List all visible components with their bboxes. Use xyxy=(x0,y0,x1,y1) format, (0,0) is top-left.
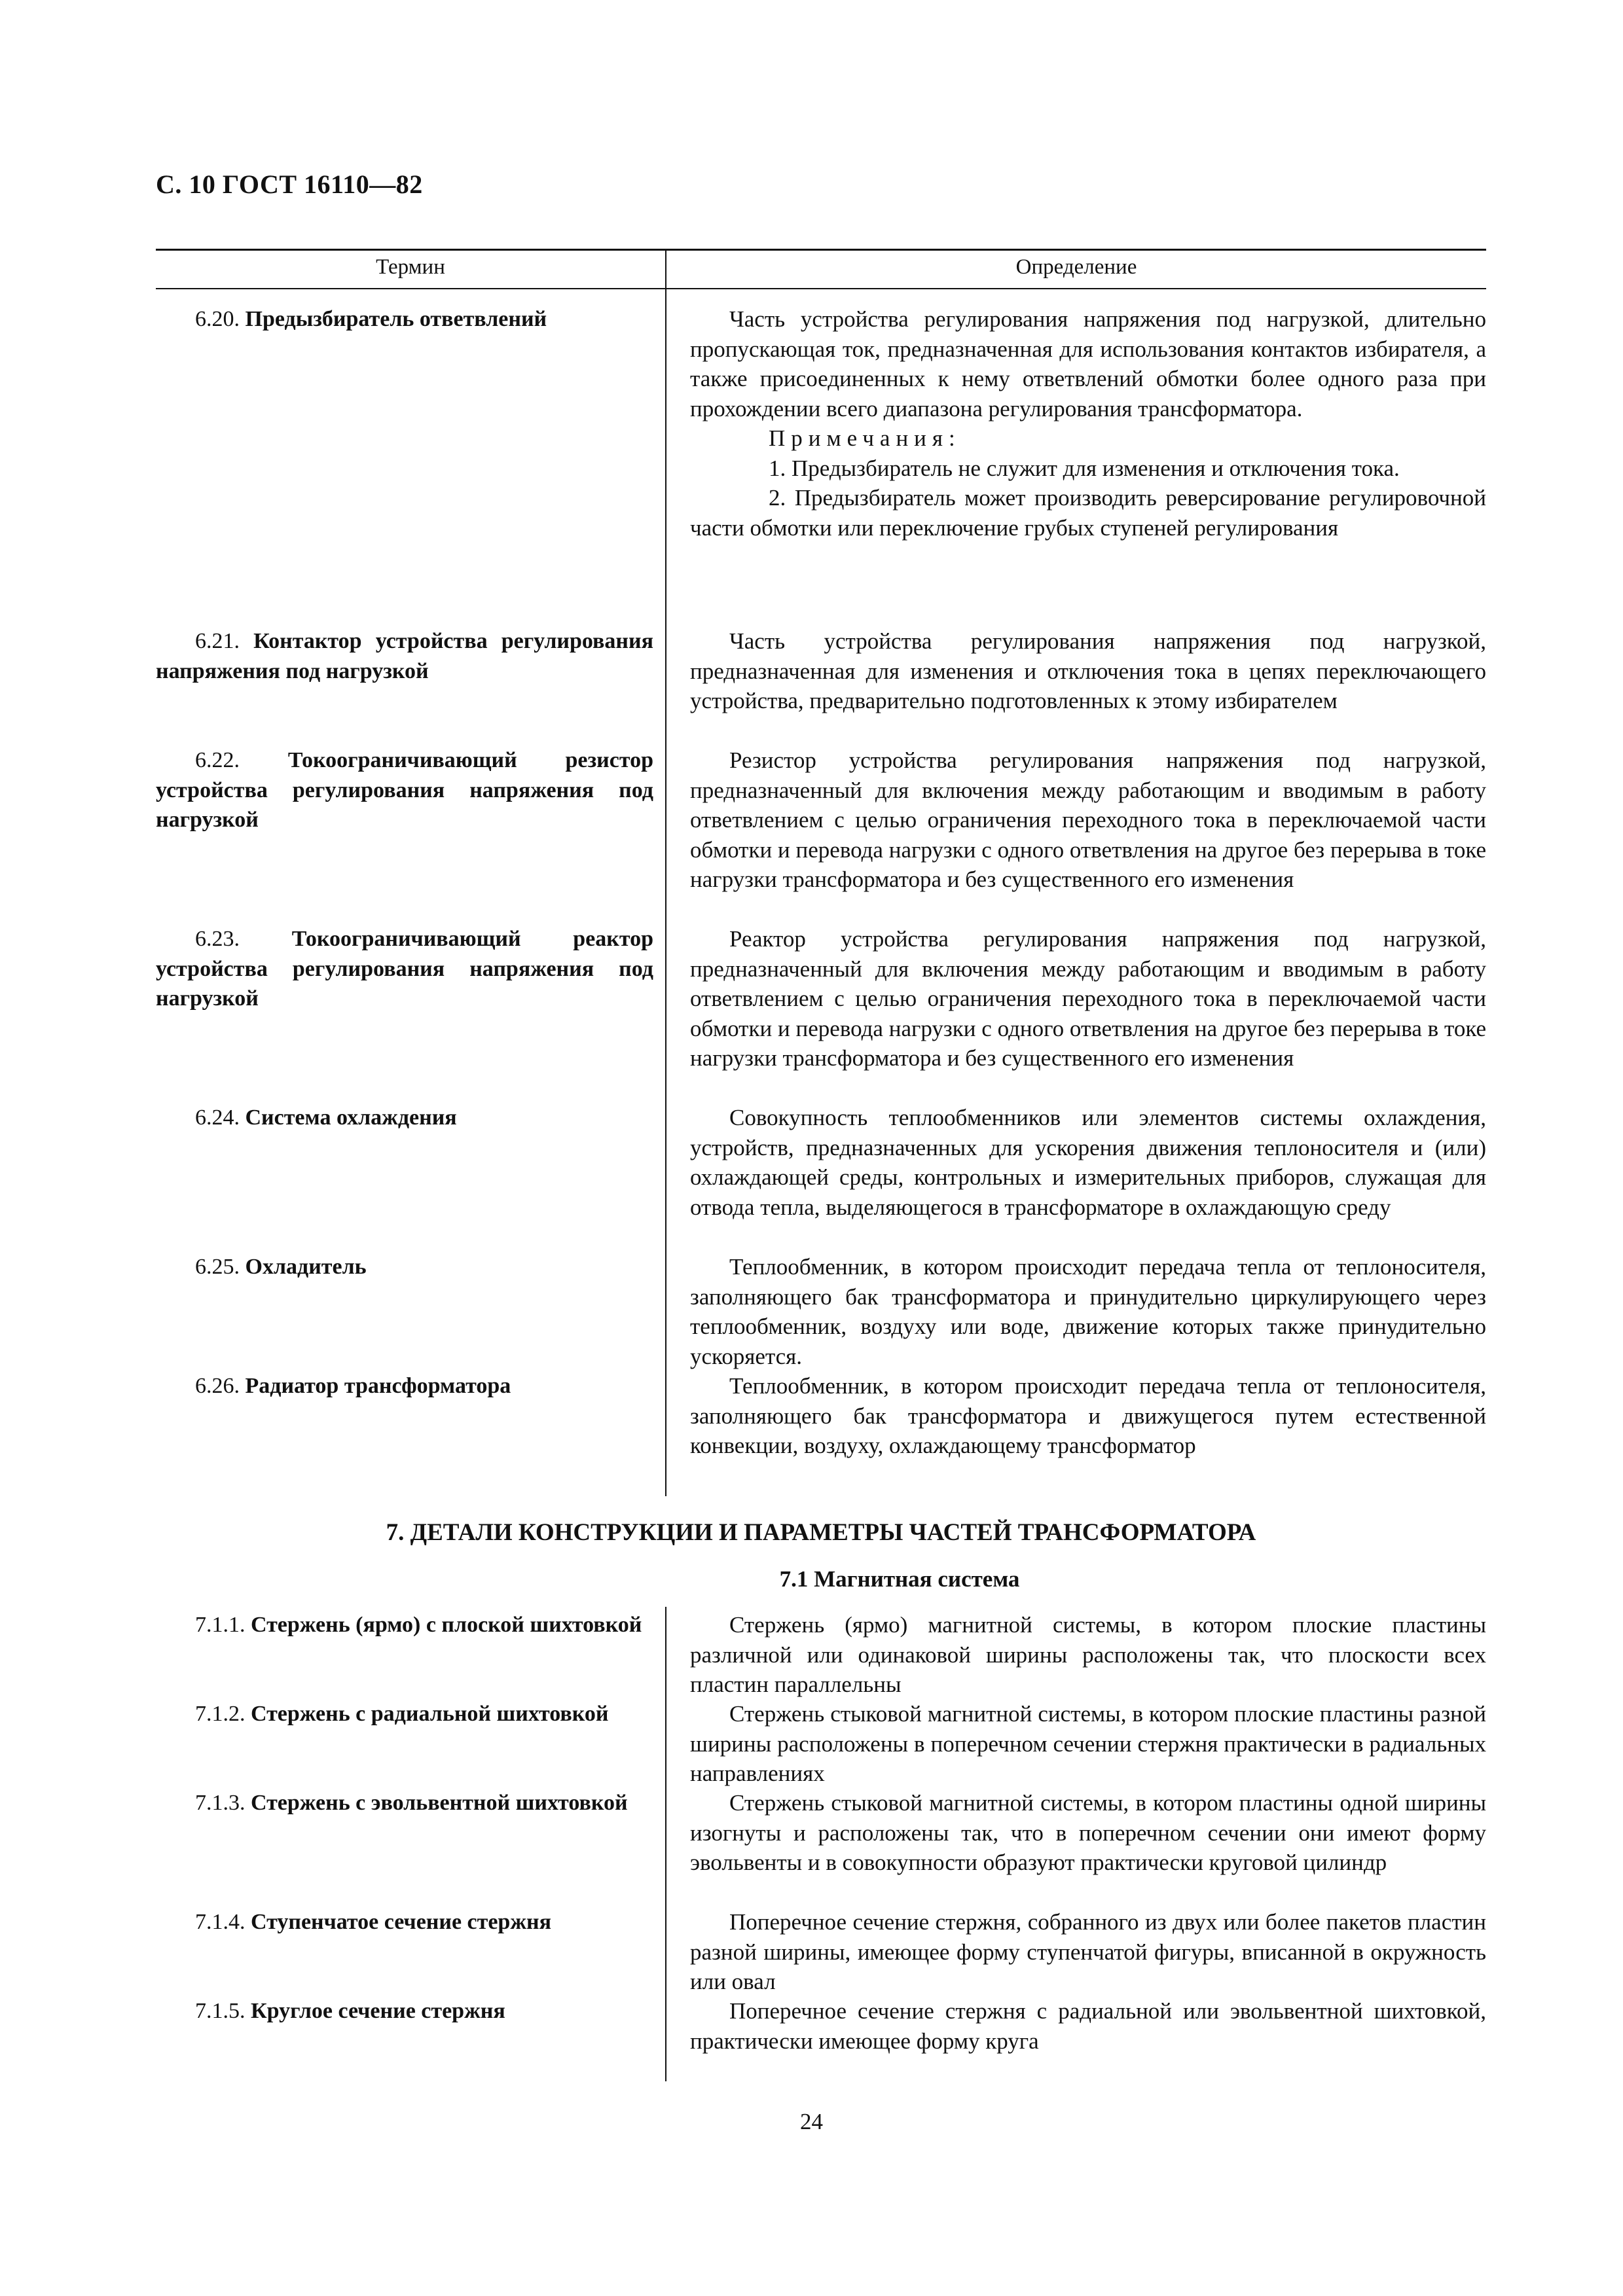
table-header-rule xyxy=(156,288,1486,289)
term-cell xyxy=(156,1907,653,1996)
term-name: Предызбиратель ответвлений xyxy=(245,307,547,331)
term-number: 7.1.2. xyxy=(195,1702,246,1726)
definition-text: Совокупность теплообменников или элементов системы охлаждения, устройств, предназначенных для ускорения движения теплоносителя и (или) охлаждающей среды, контрольных и измерительных приборов, служащая для отвода тепла, выделяющегося в трансформаторе в охлаждающую среду xyxy=(690,1105,1486,1220)
definition-text: Стержень (ярмо) магнитной системы, в котором плоские пластины различной или одинаковой ширины расположены так, что плоскости всех пластин параллельны xyxy=(690,1612,1486,1697)
term-cell xyxy=(156,304,653,626)
definition-cell xyxy=(690,1252,1486,1371)
definition-text: Поперечное сечение стержня с радиальной или эвольвентной шихтовкой, практически имеющее форму круга xyxy=(690,1998,1486,2054)
term-cell xyxy=(156,1103,653,1252)
term-name: Система охлаждения xyxy=(245,1105,457,1130)
subsection-title: 7.1 Магнитная система xyxy=(779,1566,1020,1592)
term-number: 7.1.4. xyxy=(195,1910,246,1934)
term-number: 7.1.3. xyxy=(195,1791,246,1815)
term-cell xyxy=(156,745,653,924)
term-name: Контактор устройства регулирования напряжения под нагрузкой xyxy=(156,629,653,683)
term-name: Токоограничивающий резистор устройства регулирования напряжения под нагрузкой xyxy=(156,748,653,832)
definition-cell xyxy=(690,924,1486,1073)
table-row xyxy=(156,924,1486,1103)
page-number: 24 xyxy=(800,2109,823,2134)
note-item: 1. Предызбиратель не служит для изменения и отключения тока. xyxy=(769,455,1400,481)
term-name: Ступенчатое сечение стержня xyxy=(251,1910,551,1934)
table-row xyxy=(156,626,1486,745)
definition-text: Часть устройства регулирования напряжения под нагрузкой, длительно пропускающая ток, предназначенная для использования контактов избирателя, а также присоединенных к нему ответвлений обмотки более одного раза при прохождении всего диапазона регулирования трансформатора. xyxy=(690,306,1486,422)
column-header-term: Термин xyxy=(376,255,445,279)
term-cell xyxy=(156,1371,653,1490)
column-header-definition: Определение xyxy=(1015,255,1137,279)
definition-cell xyxy=(690,1699,1486,1789)
terms-table-bottom xyxy=(156,1610,1486,2062)
definition-cell xyxy=(690,626,1486,716)
note-item: 2. Предызбиратель может производить реверсирование регулировочной части обмотки или переключение грубых ступеней регулирования xyxy=(690,485,1486,541)
definition-cell xyxy=(690,745,1486,895)
definition-text: Реактор устройства регулирования напряжения под нагрузкой, предназначенный для включения между работающим и вводимым в работу ответвлением с целью ограничения переходного тока в переключаемой части обмотки и перевода нагрузки с одного ответвления на другое без перерыва в токе нагрузки трансформатора и без существенного его изменения xyxy=(690,926,1486,1071)
section-title: 7. ДЕТАЛИ КОНСТРУКЦИИ И ПАРАМЕТРЫ ЧАСТЕЙ ТРАНСФОРМАТОРА xyxy=(386,1519,1256,1546)
table-row xyxy=(156,1788,1486,1907)
term-cell xyxy=(156,1610,653,1699)
term-name: Стержень с радиальной шихтовкой xyxy=(251,1702,609,1726)
definition-text: Стержень стыковой магнитной системы, в котором пластины одной ширины изогнуты и расположены так, что в поперечном сечении они имеют форму эвольвенты и в совокупности образуют практически круговой цилиндр xyxy=(690,1790,1486,1875)
term-number: 6.20. xyxy=(195,307,240,331)
term-cell xyxy=(156,1252,653,1371)
terms-table-top xyxy=(156,304,1486,1490)
definition-cell xyxy=(690,1610,1486,1700)
table-row xyxy=(156,1371,1486,1490)
definition-text: Поперечное сечение стержня, собранного из двух или более пакетов пластин разной ширины, имеющее форму ступенчатой фигуры, вписанной в окружность или овал xyxy=(690,1909,1486,1994)
table-row xyxy=(156,745,1486,924)
table-row xyxy=(156,1252,1486,1371)
definition-cell xyxy=(690,1907,1486,1997)
term-number: 6.21. xyxy=(195,629,240,653)
term-name: Стержень с эвольвентной шихтовкой xyxy=(251,1791,628,1815)
page-header: С. 10 ГОСТ 16110—82 xyxy=(156,170,423,199)
term-name: Стержень (ярмо) с плоской шихтовкой xyxy=(251,1613,642,1637)
term-name: Охладитель xyxy=(245,1255,367,1279)
definition-cell xyxy=(690,1788,1486,1878)
table-row xyxy=(156,1996,1486,2062)
definition-cell xyxy=(690,304,1486,543)
definition-text: Резистор устройства регулирования напряжения под нагрузкой, предназначенный для включения между работающим и вводимым в работу ответвлением с целью ограничения переходного тока в переключаемой части обмотки и перевода нагрузки с одного ответвления на другое без перерыва в токе нагрузки трансформатора и без существенного его изменения xyxy=(690,747,1486,892)
definition-text: Стержень стыковой магнитной системы, в котором плоские пластины разной ширины расположены в поперечном сечении стержня практически в радиальных направлениях xyxy=(690,1701,1486,1786)
term-number: 7.1.5. xyxy=(195,1999,246,2023)
table-row xyxy=(156,1699,1486,1788)
definition-cell xyxy=(690,1996,1486,2056)
definition-text: Теплообменник, в котором происходит передача тепла от теплоносителя, заполняющего бак трансформатора и движущегося путем естественной конвекции, воздуху, охлаждающему трансформатор xyxy=(690,1373,1486,1458)
term-name: Круглое сечение стержня xyxy=(251,1999,505,2023)
term-number: 7.1.1. xyxy=(195,1613,246,1637)
term-number: 6.25. xyxy=(195,1255,240,1279)
term-cell xyxy=(156,924,653,1103)
term-name: Токоограничивающий реактор устройства регулирования напряжения под нагрузкой xyxy=(156,927,653,1011)
term-name: Радиатор трансформатора xyxy=(245,1374,511,1398)
definition-cell xyxy=(690,1103,1486,1222)
table-top-rule xyxy=(156,249,1486,251)
notes-label: Примечания: xyxy=(769,425,961,451)
term-number: 6.23. xyxy=(195,927,240,951)
term-number: 6.24. xyxy=(195,1105,240,1130)
term-cell xyxy=(156,1788,653,1907)
definition-text: Теплообменник, в котором происходит передача тепла от теплоносителя, заполняющего бак трансформатора и принудительно циркулирующего через теплообменник, воздуху или воде, движение которых также принудительно ускоряется. xyxy=(690,1254,1486,1369)
term-cell xyxy=(156,1996,653,2062)
table-row xyxy=(156,1907,1486,1996)
term-number: 6.22. xyxy=(195,748,240,772)
term-cell xyxy=(156,1699,653,1788)
table-row xyxy=(156,1610,1486,1699)
term-cell xyxy=(156,626,653,745)
table-row xyxy=(156,1103,1486,1252)
table-row xyxy=(156,304,1486,626)
definition-text: Часть устройства регулирования напряжения под нагрузкой, предназначенная для изменения и отключения тока в цепях переключающего устройства, предварительно подготовленных к этому избирателем xyxy=(690,628,1486,713)
definition-cell xyxy=(690,1371,1486,1461)
term-number: 6.26. xyxy=(195,1374,240,1398)
